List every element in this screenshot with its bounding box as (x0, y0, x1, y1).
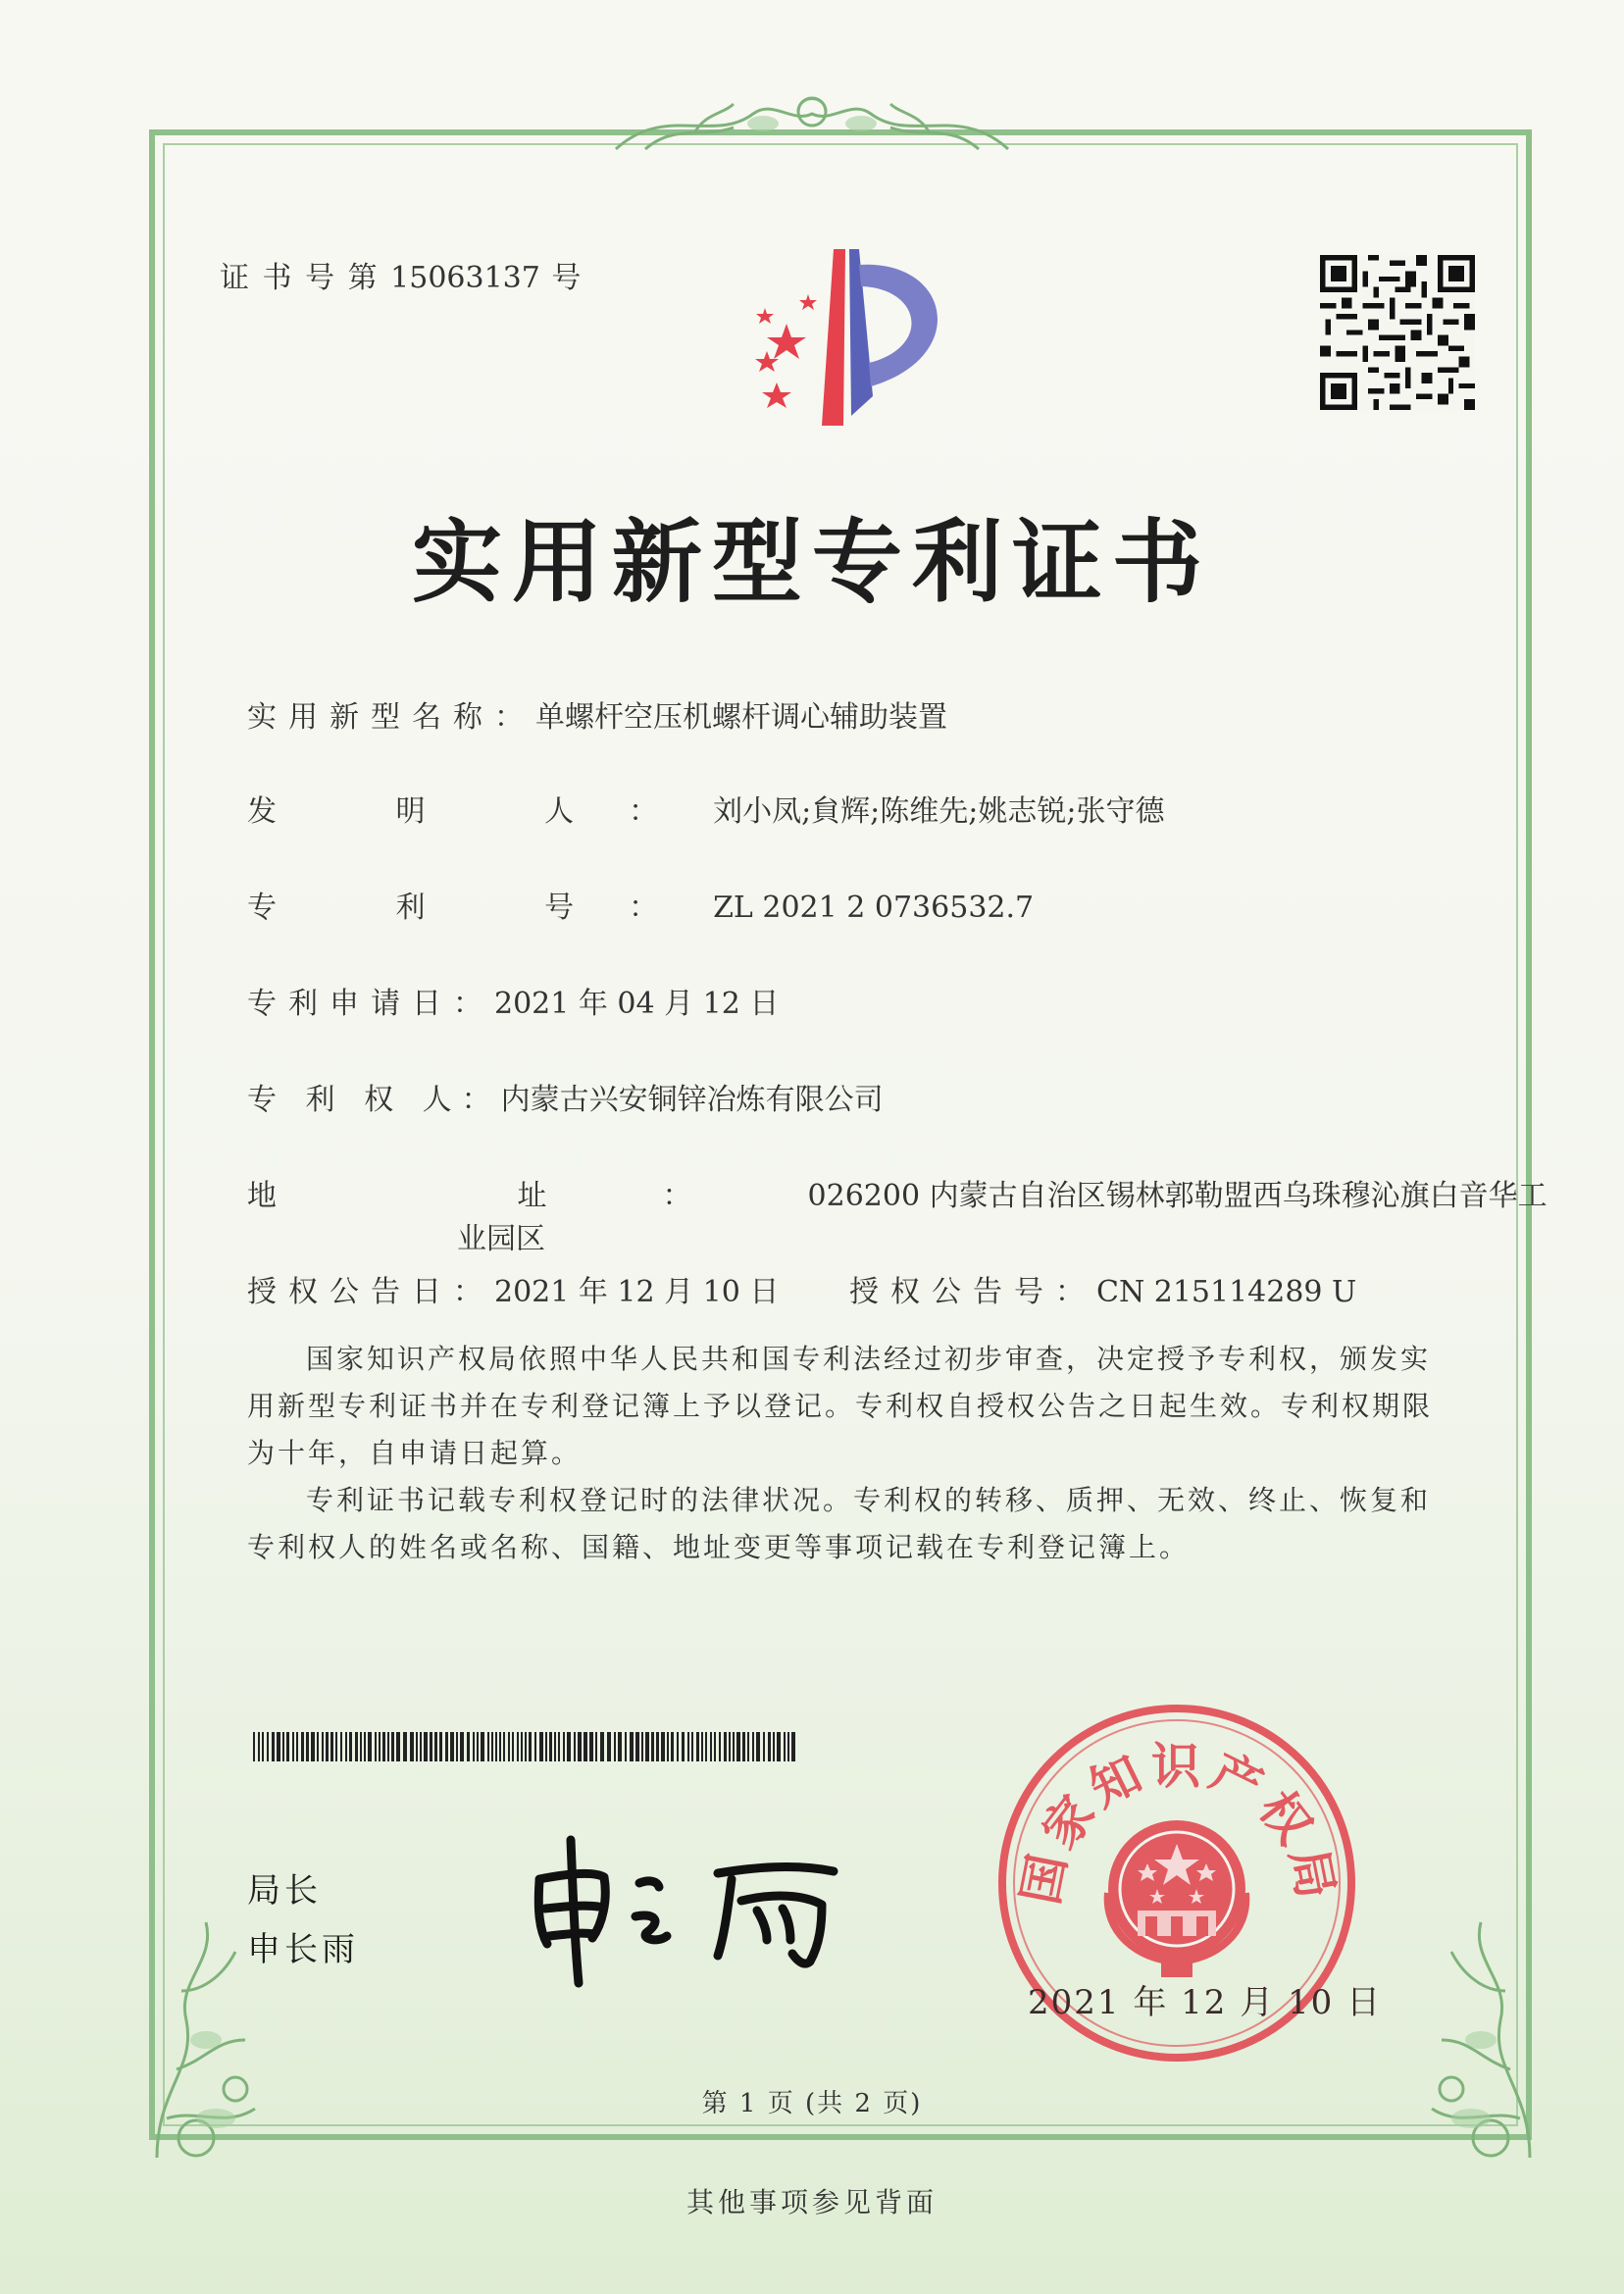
field-label: 专 利 号： (247, 891, 714, 925)
certificate-number-suffix: 号 (551, 261, 584, 295)
field-label: 授权公告号： (849, 1275, 1096, 1309)
legal-statement-paragraph-2: 专利证书记载专利权登记时的法律状况。专利权的转移、质押、无效、终止、恢复和专利权人的姓名或名称、国籍、地址变更等事项记载在专利登记簿上。 (247, 1484, 1432, 1563)
certificate-number-value: 15063137 (390, 261, 540, 295)
field-value: 2021 年 12 月 10 日 (494, 1275, 780, 1309)
field-label: 实用新型名称： (247, 700, 535, 735)
qr-code-icon (1320, 255, 1475, 410)
field-utility-model-name (247, 692, 947, 736)
field-value: ZL 2021 2 0736532.7 (713, 891, 1035, 925)
seal-date: 2021 年 12 月 10 日 (1028, 1983, 1383, 2022)
field-label: 专利申请日： (247, 987, 494, 1021)
field-label: 授权公告日： (247, 1275, 494, 1309)
director-title: 局长 (247, 1871, 322, 1911)
field-grant-date (247, 1267, 779, 1310)
page-number: 第 1 页 (共 2 页) (701, 2089, 923, 2118)
field-grant-number (849, 1267, 1356, 1310)
bottom-right-ornament (1373, 1873, 1549, 2167)
field-label: 专 利 权 人： (247, 1083, 501, 1117)
barcode-icon (253, 1732, 802, 1761)
seal-text: 国家知识产权局 (1010, 1736, 1347, 1910)
field-address-continued (457, 1214, 545, 1257)
certificate-title: 实用新型专利证书 (411, 509, 1212, 615)
field-value: CN 215114289 U (1096, 1275, 1357, 1309)
field-label: 发 明 人： (247, 794, 714, 829)
certificate-number (220, 253, 583, 296)
back-side-note: 其他事项参见背面 (685, 2186, 938, 2218)
legal-statement-paragraph-1: 国家知识产权局依照中华人民共和国专利法经过初步审查，决定授予专利权，颁发实用新型专利证书并在专利登记簿上予以登记。专利权自授权公告之日起生效。专利权期限为十年，自申请日起算。 (247, 1343, 1434, 1469)
field-inventor (247, 787, 1165, 830)
field-patentee (247, 1075, 884, 1118)
director-signature (510, 1822, 863, 1989)
field-value: 刘小凤;貟辉;陈维先;姚志锐;张守德 (713, 794, 1165, 829)
field-address (247, 1171, 1548, 1214)
field-patent-number (247, 883, 1034, 926)
field-value: 内蒙古兴安铜锌冶炼有限公司 (500, 1083, 884, 1117)
bottom-left-ornament (137, 1873, 314, 2167)
field-value: 2021 年 04 月 12 日 (494, 987, 780, 1021)
field-application-date (247, 979, 779, 1022)
cnipa-logo-icon (726, 239, 971, 435)
certificate-number-prefix: 证 书 号 第 (220, 261, 380, 295)
field-value: 026200 内蒙古自治区锡林郭勒盟西乌珠穆沁旗白音华工 (807, 1179, 1548, 1213)
field-value: 业园区 (457, 1222, 545, 1256)
field-label: 地 址： (247, 1179, 808, 1213)
top-ornament (606, 84, 1018, 163)
field-value: 单螺杆空压机螺杆调心辅助装置 (535, 700, 947, 735)
director-name: 申长雨 (247, 1930, 359, 1969)
